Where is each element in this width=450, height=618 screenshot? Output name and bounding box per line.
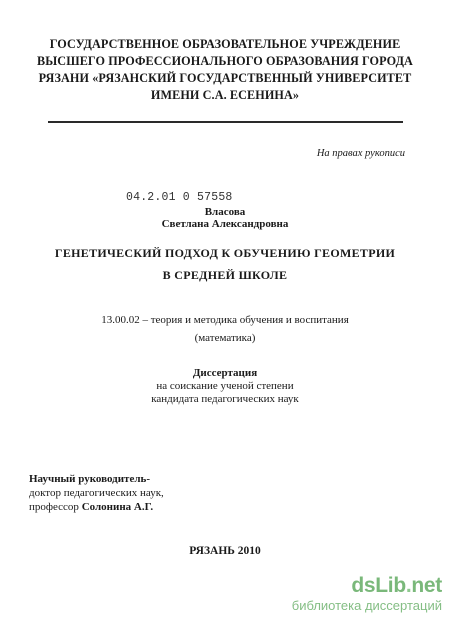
registration-stamp: 04.2.01 0 57558 xyxy=(126,191,233,204)
watermark-logo xyxy=(292,575,442,613)
specialty-code: 13.00.02 – теория и методика обучения и воспитания xyxy=(101,314,349,326)
degree-name: кандидата педагогических наук xyxy=(151,393,299,405)
author-given-names: Светлана Александровна xyxy=(161,218,289,230)
watermark-brand: dsLib.net xyxy=(351,574,442,597)
supervisor-title: профессор xyxy=(29,501,79,513)
header-divider xyxy=(48,121,403,123)
degree-purpose: на соискание ученой степени xyxy=(156,380,294,392)
specialty-subject: (математика) xyxy=(194,332,256,344)
institution-line-3: РЯЗАНИ «РЯЗАНСКИЙ ГОСУДАРСТВЕННЫЙ УНИВЕРСИТЕТ xyxy=(38,71,412,85)
author-surname: Власова xyxy=(204,206,246,218)
city-year: РЯЗАНЬ 2010 xyxy=(189,545,261,557)
supervisor-degree: доктор педагогических наук, xyxy=(29,487,164,499)
supervisor-name-line xyxy=(29,501,153,513)
supervisor-label: Научный руководитель- xyxy=(29,473,150,485)
dissertation-title-line-1: ГЕНЕТИЧЕСКИЙ ПОДХОД К ОБУЧЕНИЮ ГЕОМЕТРИИ xyxy=(54,246,396,260)
watermark-subtitle: библиотека диссертаций xyxy=(291,598,442,613)
supervisor-name: Солонина А.Г. xyxy=(81,501,154,513)
institution-line-4: ИМЕНИ С.А. ЕСЕНИНА» xyxy=(150,88,300,102)
rights-note: На правах рукописи xyxy=(316,148,405,159)
institution-line-1: ГОСУДАРСТВЕННОЕ ОБРАЗОВАТЕЛЬНОЕ УЧРЕЖДЕНИЕ xyxy=(49,37,401,51)
institution-line-2: ВЫСШЕГО ПРОФЕССИОНАЛЬНОГО ОБРАЗОВАНИЯ ГОРОДА xyxy=(37,54,413,68)
dissertation-title-line-2: В СРЕДНЕЙ ШКОЛЕ xyxy=(162,268,288,282)
document-type-heading: Диссертация xyxy=(192,367,258,379)
